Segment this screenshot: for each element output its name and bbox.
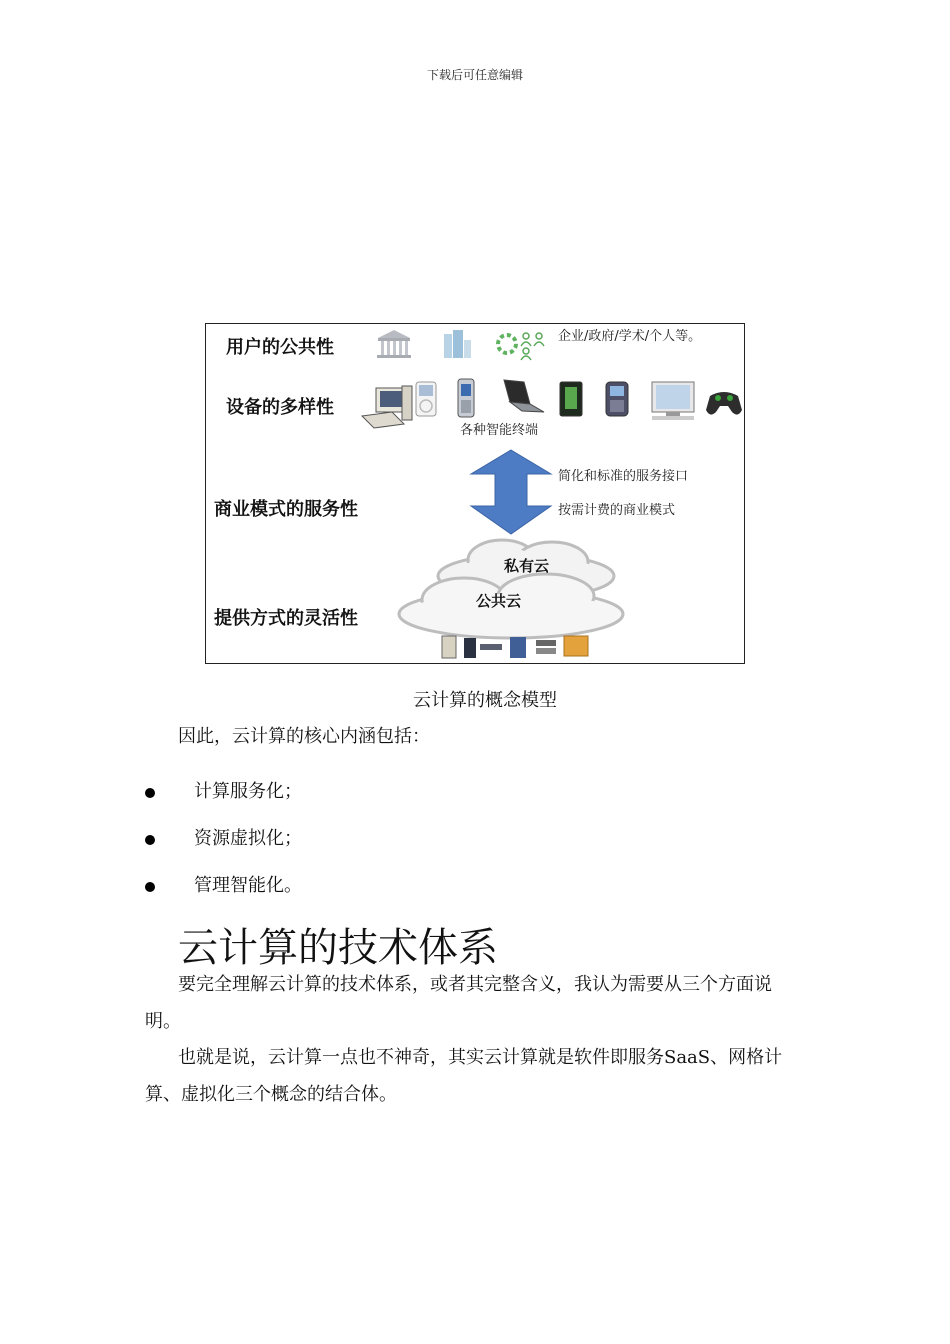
game-controller-icon (706, 392, 742, 415)
body-paragraph-1: 要完全理解云计算的技术体系，或者其完整含义，我认为需要从三个方面说明。 (145, 974, 772, 1032)
intro-paragraph: 因此，云计算的核心内涵包括： (178, 726, 430, 747)
mobile-phone-icon (458, 379, 474, 417)
cloud-concept-figure (205, 323, 745, 664)
bullet-dot-icon (145, 788, 155, 798)
service-interface-note: 简化和标准的服务接口 (558, 469, 689, 484)
television-icon (652, 382, 694, 420)
smartphone-icon (560, 382, 582, 416)
list-item-text: 管理智能化。 (194, 875, 302, 896)
list-item-text: 资源虚拟化； (194, 828, 302, 849)
list-item-text: 计算服务化； (194, 781, 302, 802)
bullet-dot-icon (145, 835, 155, 845)
blackberry-icon (606, 382, 628, 416)
double-arrow-icon (471, 450, 551, 534)
figure-caption: 云计算的概念模型 (413, 690, 557, 711)
body-paragraph-2: 也就是说，云计算一点也不神奇，其实云计算就是软件即服务SaaS、网格计算、虚拟化三个概念的结合体。 (145, 1047, 783, 1105)
users-note: 企业/政府/学术/个人等。 (558, 329, 702, 344)
label-device-diversity: 设备的多样性 (226, 397, 334, 418)
section-heading: 云计算的技术体系 (178, 925, 498, 971)
people-community-icon (498, 333, 544, 360)
public-cloud-label: 公共云 (476, 592, 522, 610)
label-business-model: 商业模式的服务性 (214, 499, 358, 520)
pay-model-note: 按需计费的商业模式 (558, 503, 676, 518)
private-cloud-label: 私有云 (504, 557, 550, 575)
label-user-public: 用户的公共性 (226, 337, 334, 358)
office-buildings-icon (444, 330, 471, 358)
bullet-dot-icon (145, 882, 155, 892)
desktop-computer-icon (362, 386, 412, 428)
label-delivery-flexibility: 提供方式的灵活性 (214, 608, 358, 629)
devices-note: 各种智能终端 (460, 423, 539, 438)
ipod-icon (416, 382, 436, 416)
government-building-icon (377, 330, 411, 358)
laptop-icon (504, 380, 544, 412)
page-header-note: 下载后可任意编辑 (426, 68, 523, 82)
server-hardware-icon (442, 636, 588, 658)
